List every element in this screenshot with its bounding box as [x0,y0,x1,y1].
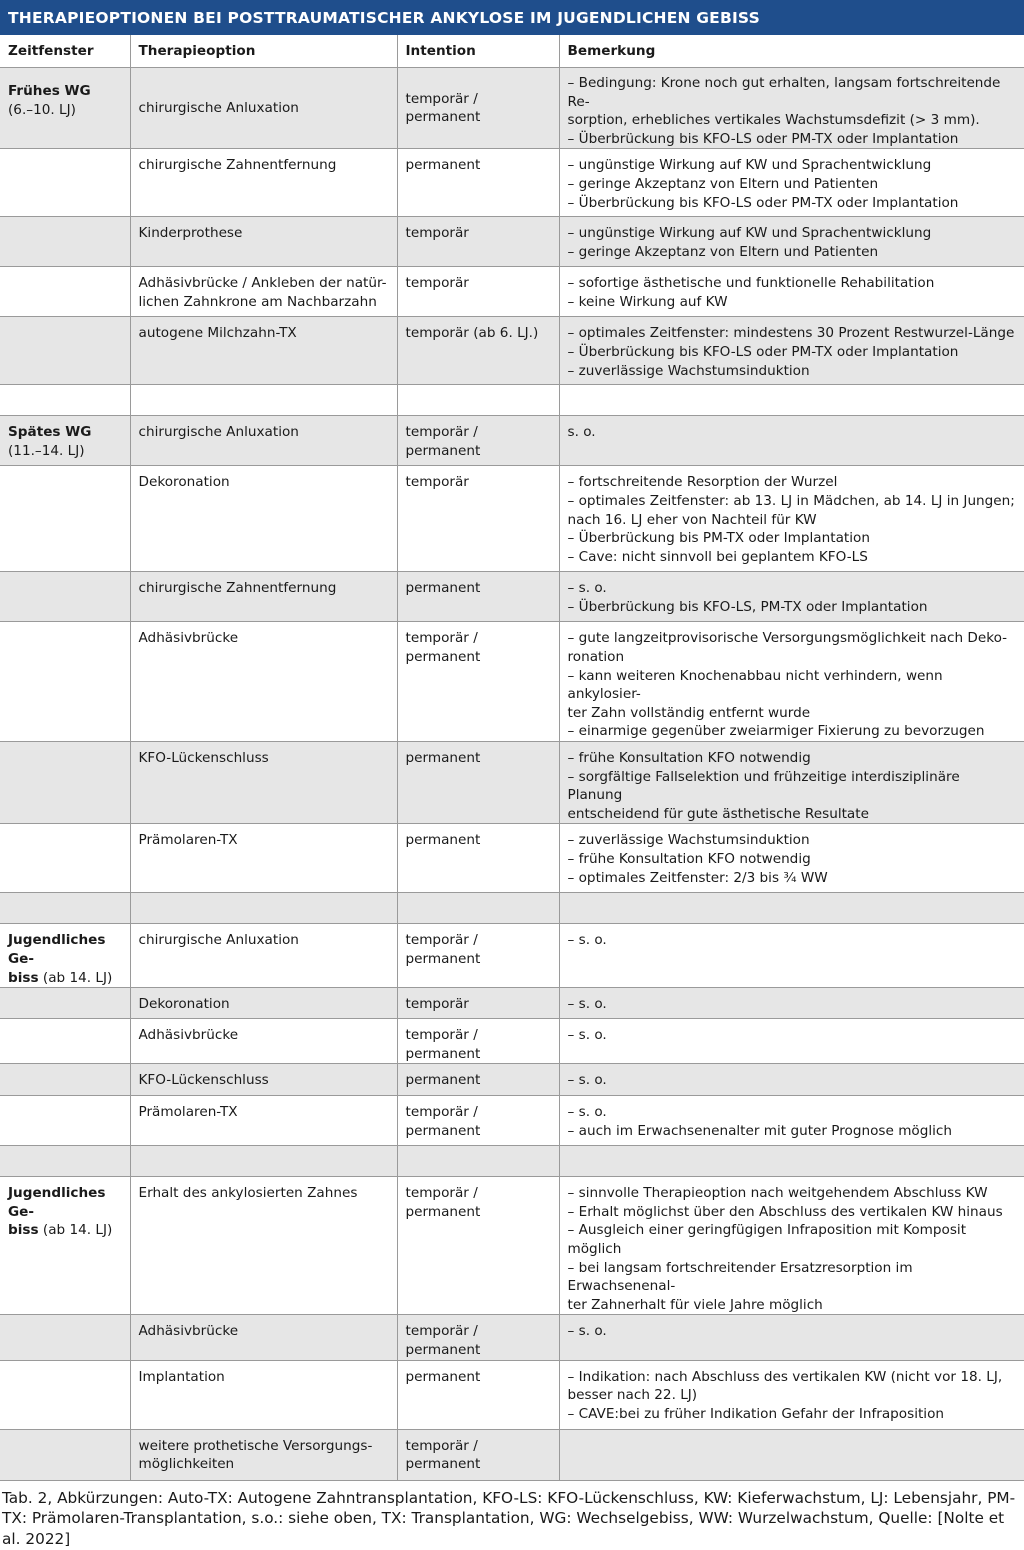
period-cell [0,741,130,823]
remark-cell [559,1429,1024,1480]
remark-line: entscheidend für gute ästhetische Resultate [567,805,869,822]
period-range: (ab 14. LJ) [38,1222,113,1239]
table-row [0,1096,1024,1146]
option-cell: chirurgische Zahnentfernung [130,149,397,217]
remark-line: – keine Wirkung auf KW [567,293,728,310]
table-row [0,1429,1024,1480]
option-cell: KFO-Lückenschluss [130,741,397,823]
remark-line: – frühe Konsultation KFO notwendig [567,749,811,766]
table-row [0,741,1024,823]
option-cell [130,385,397,416]
remark-cell [559,1064,1024,1096]
intention-cell: temporär / permanent [397,924,559,988]
option-cell: Implantation [130,1360,397,1429]
remark-line: – geringe Akzeptanz von Eltern und Patienten [567,243,879,260]
period-cell [0,416,130,466]
period-cell [0,1177,130,1315]
option-cell: Kinderprothese [130,217,397,267]
remark-line: – sofortige ästhetische und funktionelle Rehabilitation [567,275,935,292]
remark-cell [559,68,1024,149]
period-cell [0,1064,130,1096]
header-intention: Intention [397,35,559,68]
remark-line: – einarmige gegenüber zweiarmiger Fixierung zu bevorzugen [567,723,985,740]
intention-cell: temporär / permanent [397,1177,559,1315]
remark-line: – ungünstige Wirkung auf KW und Sprachentwicklung [567,225,932,242]
remark-line: – Indikation: nach Abschluss des vertikalen KW (nicht vor 18. LJ, [567,1368,1003,1385]
period-cell [0,988,130,1019]
intention-cell: temporär / permanent [397,68,559,149]
table-row [0,466,1024,572]
remark-line: – optimales Zeitfenster: 2/3 bis ¾ WW [567,869,828,886]
remark-line: – s. o. [567,1323,607,1340]
remark-cell [559,1177,1024,1315]
option-cell: Dekoronation [130,988,397,1019]
period-cell [0,385,130,416]
period-cell [0,317,130,385]
remark-line: – s. o. [567,1072,607,1089]
remark-cell [559,466,1024,572]
header-row [0,35,1024,68]
table-row [0,317,1024,385]
table-caption: Tab. 2, Abkürzungen: Auto-TX: Autogene Zahntransplantation, KFO-LS: KFO-Lückenschluss, KW: Kieferwachstum, LJ: Lebensjahr, PM-TX: Prämolaren-Transplantation, s.o.: siehe oben, TX: Transplantation, WG: Wechselgebiss, WW: Wurzelwachstum, Quelle: [Nolte et al. 2022] [2,1488,1016,1549]
period-name: Frühes WG [8,83,91,99]
remark-cell [559,1315,1024,1360]
remark-line: – Überbrückung bis KFO-LS oder PM-TX oder Implantation [567,343,959,360]
remark-line: – s. o. [567,1104,607,1121]
table-row [0,149,1024,217]
period-name: Jugendliches Ge- biss [8,1185,106,1239]
table-body [0,68,1024,1481]
option-cell: autogene Milchzahn-TX [130,317,397,385]
intention-cell: temporär / permanent [397,1019,559,1064]
period-cell [0,893,130,924]
table-row [0,988,1024,1019]
table-row [0,924,1024,988]
remark-line: – Cave: nicht sinnvoll bei geplantem KFO-LS [567,548,868,565]
table-row [0,1064,1024,1096]
table-row [0,1177,1024,1315]
remark-line: ter Zahnerhalt für viele Jahre möglich [567,1296,823,1313]
remark-line: – zuverlässige Wachstumsinduktion [567,832,810,849]
remark-line: – s. o. [567,932,607,949]
remark-line: – CAVE:bei zu früher Indikation Gefahr der Infraposition [567,1405,945,1422]
period-cell [0,572,130,622]
remark-line: – s. o. [567,1027,607,1044]
intention-cell: temporär / permanent [397,416,559,466]
period-cell [0,1146,130,1177]
remark-cell [559,1146,1024,1177]
remark-line: – fortschreitende Resorption der Wurzel [567,474,838,491]
intention-cell [397,893,559,924]
option-cell: Adhäsivbrücke [130,1019,397,1064]
remark-cell [559,741,1024,823]
spacer-row [0,385,1024,416]
period-cell [0,149,130,217]
intention-cell: temporär / permanent [397,1315,559,1360]
period-cell [0,466,130,572]
period-cell [0,267,130,317]
intention-cell: permanent [397,1360,559,1429]
remark-cell [559,267,1024,317]
remark-cell [559,1360,1024,1429]
remark-cell [559,893,1024,924]
intention-cell: permanent [397,149,559,217]
table-row [0,572,1024,622]
remark-line: – sorgfältige Fallselektion und frühzeitige interdisziplinäre Planung [567,768,960,804]
period-name: Jugendliches Ge- biss [8,932,106,986]
remark-line: – kann weiteren Knochenabbau nicht verhindern, wenn ankylosier- [567,667,943,703]
remark-line: – bei langsam fortschreitender Ersatzresorption im Erwachsenenal- [567,1259,913,1295]
remark-cell [559,622,1024,742]
header-bemerkung: Bemerkung [559,35,1024,68]
remark-cell [559,1096,1024,1146]
remark-line: – gute langzeitprovisorische Versorgungsmöglichkeit nach Deko- [567,630,1008,647]
remark-line: – s. o. [567,996,607,1013]
remark-line: – Überbrückung bis KFO-LS, PM-TX oder Implantation [567,598,928,615]
option-cell: chirurgische Anluxation [130,68,397,149]
table-row [0,1315,1024,1360]
table-row [0,824,1024,893]
intention-cell: permanent [397,572,559,622]
table-row [0,267,1024,317]
option-cell: KFO-Lückenschluss [130,1064,397,1096]
remark-line: – Überbrückung bis KFO-LS oder PM-TX oder Implantation [567,130,959,147]
remark-cell [559,416,1024,466]
intention-cell: temporär [397,217,559,267]
period-cell [0,1019,130,1064]
remark-cell [559,1019,1024,1064]
remark-line: besser nach 22. LJ) [567,1387,698,1404]
option-cell: Adhäsivbrücke [130,622,397,742]
header-zeitfenster: Zeitfenster [0,35,130,68]
remark-line: – zuverlässige Wachstumsinduktion [567,362,810,379]
option-cell: chirurgische Anluxation [130,924,397,988]
remark-line: – Bedingung: Krone noch gut erhalten, langsam fortschreitende Re- [567,75,1001,110]
period-cell [0,622,130,742]
intention-cell: permanent [397,1064,559,1096]
remark-line: ronation [567,648,625,665]
period-range: (ab 14. LJ) [38,969,113,986]
intention-cell [397,1146,559,1177]
table-title: THERAPIEOPTIONEN BEI POSTTRAUMATISCHER ANKYLOSE IM JUGENDLICHEN GEBISS [0,0,1024,35]
remark-cell [559,385,1024,416]
remark-line: – Überbrückung bis PM-TX oder Implantation [567,530,870,547]
remark-line: – s. o. [567,580,607,597]
table-row [0,217,1024,267]
option-cell: Dekoronation [130,466,397,572]
period-cell [0,824,130,893]
option-cell [130,893,397,924]
remark-cell [559,824,1024,893]
table-row [0,622,1024,742]
option-cell: chirurgische Anluxation [130,416,397,466]
remark-cell [559,572,1024,622]
remark-line: – Ausgleich einer geringfügigen Infraposition mit Komposit möglich [567,1222,967,1258]
intention-cell: permanent [397,741,559,823]
remark-line: – auch im Erwachsenenalter mit guter Prognose möglich [567,1122,953,1139]
remark-line: – geringe Akzeptanz von Eltern und Patienten [567,175,879,192]
period-cell [0,217,130,267]
period-cell [0,1096,130,1146]
option-cell [130,1146,397,1177]
remark-line: – Überbrückung bis KFO-LS oder PM-TX oder Implantation [567,194,959,211]
option-cell: Prämolaren-TX [130,824,397,893]
intention-cell: temporär / permanent [397,1429,559,1480]
remark-line: nach 16. LJ eher von Nachteil für KW [567,511,817,528]
intention-cell: temporär [397,466,559,572]
intention-cell: temporär / permanent [397,1096,559,1146]
intention-cell: temporär / permanent [397,622,559,742]
intention-cell: temporär [397,267,559,317]
intention-cell: temporär (ab 6. LJ.) [397,317,559,385]
table-row [0,416,1024,466]
spacer-row [0,893,1024,924]
period-range: (11.–14. LJ) [8,442,85,459]
period-cell [0,924,130,988]
remark-line: – sinnvolle Therapieoption nach weitgehendem Abschluss KW [567,1185,988,1202]
period-cell [0,1315,130,1360]
spacer-row [0,1146,1024,1177]
remark-line: – optimales Zeitfenster: mindestens 30 Prozent Restwurzel-Länge [567,325,1015,342]
remark-line: sorption, erhebliches vertikales Wachstumsdefizit (> 3 mm). [567,112,980,129]
remark-cell [559,217,1024,267]
period-cell [0,1429,130,1480]
remark-line: – Erhalt möglichst über den Abschluss des vertikalen KW hinaus [567,1203,1003,1220]
option-cell: Prämolaren-TX [130,1096,397,1146]
remark-line: ter Zahn vollständig entfernt wurde [567,704,811,721]
remark-line: s. o. [567,424,596,441]
header-therapieoption: Therapieoption [130,35,397,68]
period-cell [0,1360,130,1429]
remark-line: – optimales Zeitfenster: ab 13. LJ in Mädchen, ab 14. LJ in Jungen; [567,492,1015,509]
period-cell [0,68,130,149]
option-cell: Adhäsivbrücke [130,1315,397,1360]
therapy-table [0,35,1024,1481]
period-name: Spätes WG [8,424,92,441]
option-cell: weitere prothetische Versorgungs- möglichkeiten [130,1429,397,1480]
option-cell: Erhalt des ankylosierten Zahnes [130,1177,397,1315]
remark-cell [559,149,1024,217]
option-cell: Adhäsivbrücke / Ankleben der natür- lichen Zahnkrone am Nachbarzahn [130,267,397,317]
remark-cell [559,317,1024,385]
remark-cell [559,924,1024,988]
remark-cell [559,988,1024,1019]
intention-cell: temporär [397,988,559,1019]
intention-cell [397,385,559,416]
remark-line: – frühe Konsultation KFO notwendig [567,850,811,867]
remark-line: – ungünstige Wirkung auf KW und Sprachentwicklung [567,157,932,174]
period-range: (6.–10. LJ) [8,101,76,118]
table-row [0,1360,1024,1429]
table-row [0,68,1024,149]
table-row [0,1019,1024,1064]
option-cell: chirurgische Zahnentfernung [130,572,397,622]
intention-cell: permanent [397,824,559,893]
